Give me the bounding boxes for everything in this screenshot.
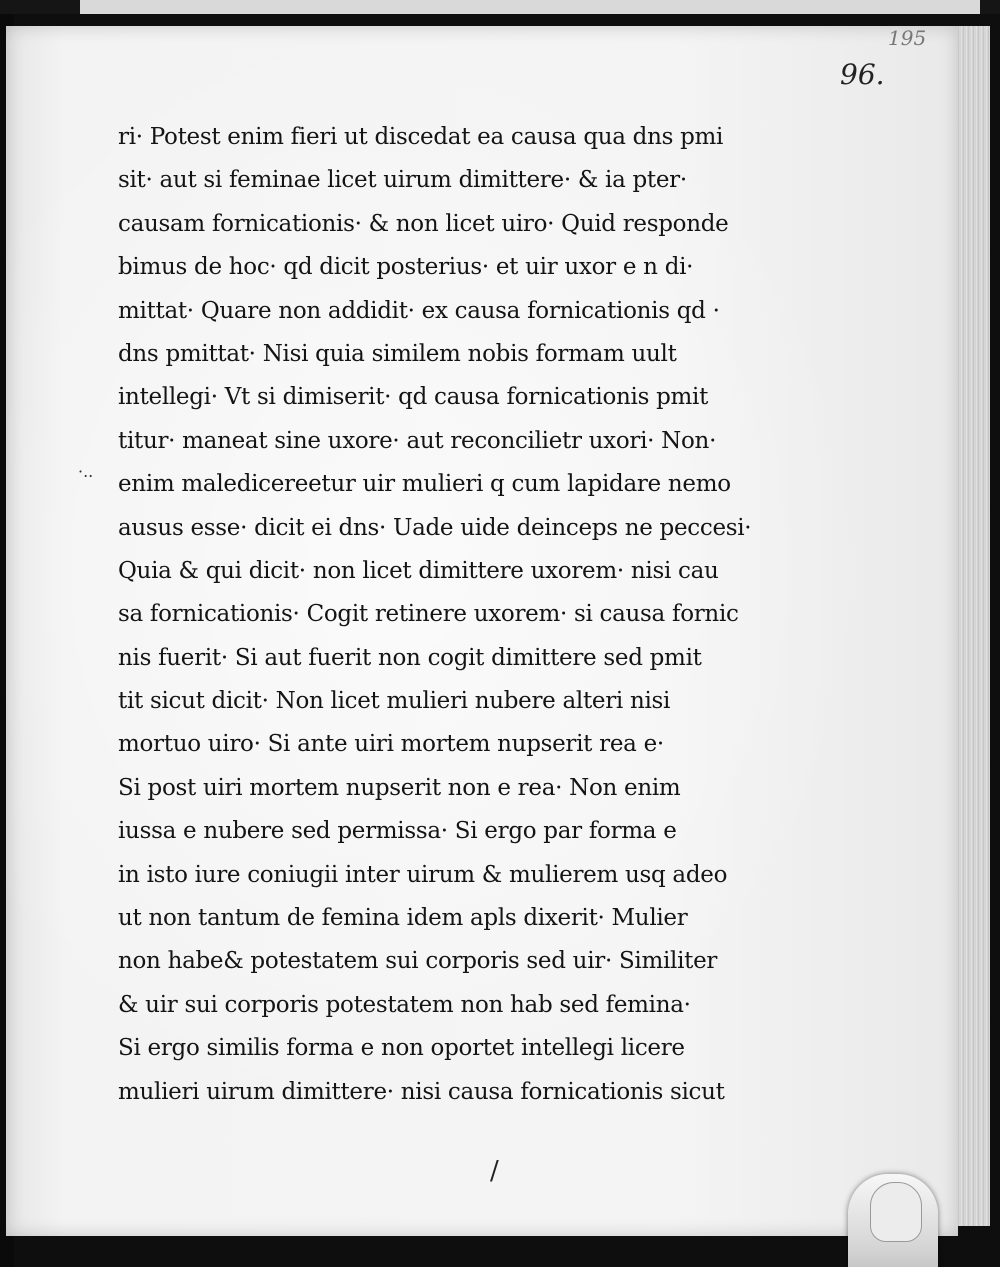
text-line-10: ausus esse· dicit ei dns· Uade uide deinceps ne peccesi· [118,514,752,541]
text-line-3: causam fornicationis· & non licet uiro· Quid responde [118,210,729,237]
text-line-23: mulieri uirum dimittere· nisi causa fornicationis sicut [118,1078,725,1105]
text-line-1: ri· Potest enim fieri ut discedat ea causa qua dns pmi [118,124,724,150]
text-line-16: Si post uiri mortem nupserit non e rea· Non enim [118,774,681,801]
text-line-17: iussa e nubere sed permissa· Si ergo par forma e [118,818,677,845]
text-line-18: in isto iure coniugii inter uirum & mulierem usq adeo [118,861,728,888]
text-line-9: enim maledicereetur uir mulieri q cum lapidare nemo [118,471,731,498]
text-line-14: tit sicut dicit· Non licet mulieri nubere alteri nisi [118,688,671,715]
text-line-7: intellegi· Vt si dimiserit· qd causa fornicationis pmit [118,384,709,411]
text-line-21: & uir sui corporis potestatem non hab sed femina· [118,991,691,1018]
text-line-4: bimus de hoc· qd dicit posterius· et uir uxor e n di· [118,254,694,281]
text-line-12: sa fornicationis· Cogit retinere uxorem· si causa fornic [118,601,739,628]
pencil-folio-number: 195 [888,26,927,50]
bottom-mark: / [490,1156,499,1186]
manuscript-text-block [118,116,778,1106]
text-line-15: mortuo uiro· Si ante uiri mortem nupserit rea e· [118,731,664,758]
text-line-2: sit· aut si feminae licet uirum dimittere· & ia pter· [118,167,687,194]
text-line-20: non habe& potestatem sui corporis sed uir· Similiter [118,948,718,975]
text-line-6: dns pmittat· Nisi quia similem nobis formam uult [118,340,677,367]
text-line-5: mittat· Quare non addidit· ex causa fornicationis qd · [118,297,720,324]
text-line-19: ut non tantum de femina idem apls dixerit· Mulier [118,905,688,932]
text-line-8: titur· maneat sine uxore· aut reconcilietr uxori· Non· [118,427,717,454]
margin-mark: ·.. [78,462,94,481]
text-line-13: nis fuerit· Si aut fuerit non cogit dimittere sed pmit [118,644,702,671]
text-line-22: Si ergo similis forma e non oportet intellegi licere [118,1035,685,1062]
folio-number: 96. [840,58,885,91]
thumb-nail [870,1182,922,1242]
text-line-11: Quia & qui dicit· non licet dimittere uxorem· nisi cau [118,557,719,584]
